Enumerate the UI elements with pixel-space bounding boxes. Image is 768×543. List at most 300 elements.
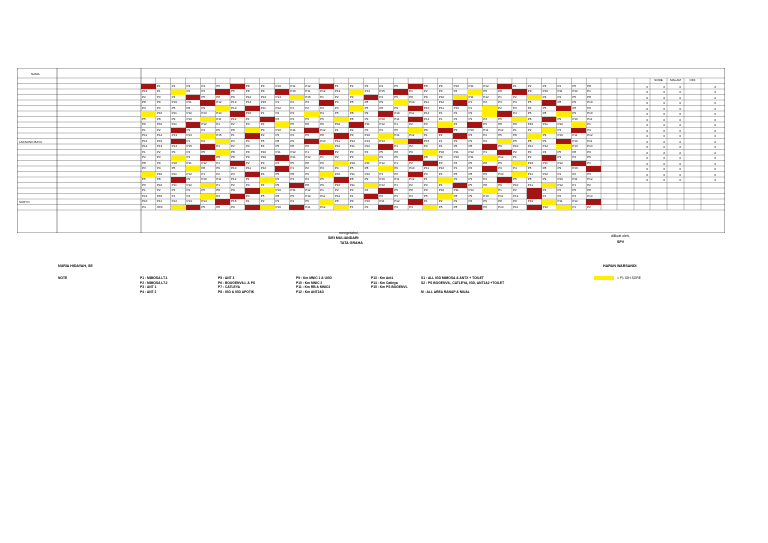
- schedule-cell: P11: [290, 155, 296, 159]
- schedule-cell: P8: [512, 133, 517, 137]
- schedule-cell: P10: [171, 160, 178, 165]
- schedule-cell: P10: [379, 116, 385, 121]
- schedule-cell: P4: [245, 193, 250, 198]
- schedule-cell: P1: [498, 188, 502, 192]
- name-header: NAMA: [31, 72, 40, 76]
- schedule-cell: P10: [379, 177, 385, 181]
- schedule-cell: P9: [364, 177, 369, 181]
- schedule-cell: P11: [468, 83, 474, 88]
- schedule-cell: P11: [423, 166, 430, 170]
- schedule-cell: P8: [572, 105, 576, 110]
- schedule-cell: P2: [349, 83, 354, 88]
- schedule-cell: P4: [557, 83, 562, 88]
- summary-value: 0: [679, 123, 681, 127]
- schedule-cell: P2: [216, 171, 220, 176]
- schedule-cell: P9: [557, 166, 562, 170]
- schedule-cell: P1: [142, 188, 146, 192]
- schedule-cell: P10: [527, 199, 534, 203]
- schedule-cell: P9: [527, 89, 532, 93]
- schedule-cell: P12: [423, 116, 430, 121]
- schedule-cell: P12: [201, 122, 207, 126]
- schedule-cell: P1: [260, 111, 265, 115]
- summary-value: 0: [646, 134, 648, 138]
- schedule-cell: P12: [512, 193, 519, 198]
- summary-value: 0: [663, 84, 665, 89]
- schedule-cell: P13: [231, 100, 237, 104]
- summary-value: 0: [663, 101, 665, 105]
- schedule-cell: P3: [542, 188, 547, 192]
- schedule-cell: P12: [364, 144, 370, 148]
- schedule-cell: P1: [453, 166, 458, 170]
- schedule-cell: P5: [572, 83, 576, 88]
- schedule-cell: P1: [557, 171, 562, 176]
- summary-value: 0: [679, 178, 681, 182]
- summary-value: 0: [714, 172, 716, 177]
- schedule-cell: P3: [245, 144, 250, 148]
- note-item: P11 : Km RB & MNIC3: [296, 285, 331, 290]
- schedule-cell: P10: [260, 149, 267, 154]
- schedule-cell: P9: [349, 199, 354, 203]
- schedule-cell: P13: [156, 144, 163, 148]
- summary-value: 0: [663, 106, 665, 111]
- schedule-cell: P10: [142, 199, 148, 203]
- schedule-cell: P5: [527, 111, 532, 115]
- schedule-cell: P9: [320, 122, 324, 126]
- schedule-cell: P10: [275, 83, 281, 88]
- schedule-cell: P10: [231, 105, 237, 110]
- schedule-cell: P8: [394, 149, 398, 154]
- schedule-cell: P1: [423, 133, 428, 137]
- schedule-cell: P1: [320, 188, 324, 192]
- schedule-cell: P2: [260, 199, 265, 203]
- schedule-cell: P9: [231, 188, 235, 192]
- schedule-cell: P3: [290, 177, 295, 181]
- schedule-cell: P5: [512, 177, 517, 181]
- schedule-cell: P4: [305, 177, 309, 181]
- schedule-cell: P10: [320, 138, 326, 143]
- schedule-cell: P1: [231, 133, 235, 137]
- schedule-cell: P2: [305, 166, 309, 170]
- schedule-cell: P11: [260, 105, 266, 110]
- schedule-cell: P1: [379, 171, 384, 176]
- schedule-cell: P2: [409, 122, 413, 126]
- schedule-cell: P9: [394, 105, 398, 110]
- summary-value: 0: [646, 167, 648, 171]
- schedule-cell: P4: [201, 83, 206, 88]
- schedule-cell: P5: [171, 105, 176, 110]
- schedule-cell: P10: [557, 177, 563, 181]
- schedule-cell: P10: [156, 122, 163, 126]
- schedule-cell: P1: [290, 166, 295, 170]
- schedule-cell: P14: [379, 138, 385, 143]
- schedule-cell: P1: [468, 105, 473, 110]
- schedule-cell: P10: [542, 89, 548, 93]
- schedule-cell: P4: [142, 204, 146, 209]
- schedule-cell: P2: [290, 100, 295, 104]
- schedule-cell: P8: [305, 182, 309, 187]
- schedule-cell: P15: [245, 111, 252, 115]
- schedule-cell: P1: [245, 177, 250, 181]
- schedule-cell: P11: [171, 171, 177, 176]
- summary-value: 0: [679, 161, 681, 166]
- summary-value: 0: [679, 167, 681, 171]
- summary-value: 0: [646, 90, 648, 94]
- schedule-cell: P5: [349, 100, 354, 104]
- schedule-cell: [527, 205, 542, 211]
- summary-value: 0: [646, 128, 648, 133]
- schedule-cell: P5: [275, 182, 280, 187]
- schedule-cell: P3: [305, 100, 309, 104]
- schedule-cell: P10: [512, 144, 519, 148]
- schedule-cell: P1: [572, 182, 576, 187]
- schedule-cell: P12: [320, 127, 326, 132]
- schedule-cell: P2: [334, 94, 339, 99]
- schedule-cell: P8: [379, 105, 384, 110]
- schedule-cell: P2: [453, 177, 458, 181]
- schedule-cell: P3: [453, 199, 458, 203]
- schedule-cell: P12: [305, 155, 311, 159]
- schedule-cell: P1: [156, 83, 161, 88]
- schedule-cell: P4: [290, 133, 295, 137]
- schedule-cell: P2: [498, 105, 502, 110]
- schedule-cell: P3: [364, 127, 369, 132]
- schedule-cell: P9: [156, 160, 161, 165]
- schedule-cell: P12: [364, 171, 370, 176]
- schedule-cell: P11: [290, 83, 296, 88]
- schedule-cell: P11: [527, 182, 533, 187]
- note-item: P14 : Km Catleya: [371, 280, 398, 285]
- summary-value: 0: [679, 101, 681, 105]
- summary-value: 0: [714, 156, 716, 160]
- summary-value: 0: [714, 90, 716, 94]
- schedule-cell: P11: [527, 171, 533, 176]
- schedule-cell: P4: [483, 116, 487, 121]
- schedule-cell: P1: [201, 171, 206, 176]
- summary-value: 0: [663, 172, 665, 177]
- schedule-cell: P3: [201, 89, 206, 93]
- schedule-cell: P10: [334, 182, 341, 187]
- schedule-cell: P4: [557, 188, 562, 192]
- schedule-cell: P4: [334, 100, 339, 104]
- schedule-cell: P9: [142, 182, 146, 187]
- note-item: M : ALL AREA RANAP & NIUAL: [421, 289, 470, 294]
- schedule-cell: P12: [468, 188, 474, 192]
- schedule-cell: P12: [379, 122, 385, 126]
- summary-value: 0: [679, 117, 681, 122]
- schedule-cell: P8: [349, 111, 354, 115]
- schedule-cell: P2: [409, 182, 413, 187]
- schedule-cell: P5: [468, 182, 473, 187]
- schedule-cell: P1: [305, 149, 309, 154]
- summary-value: 0: [679, 128, 681, 133]
- schedule-cell: P9: [142, 122, 146, 126]
- legend-text: = P1 IGH SORE: [617, 276, 641, 280]
- summary-value: 0: [663, 178, 665, 182]
- schedule-cell: P8: [305, 160, 309, 165]
- schedule-cell: P4: [186, 188, 191, 192]
- schedule-cell: P9: [423, 94, 428, 99]
- schedule-cell: P2: [231, 122, 235, 126]
- schedule-cell: P11: [438, 105, 444, 110]
- schedule-cell: P1: [216, 182, 220, 187]
- schedule-cell: P8: [423, 155, 428, 159]
- note-item: P7 : CATLEYA: [218, 285, 240, 290]
- schedule-cell: P8: [216, 204, 220, 209]
- summary-value: 0: [646, 106, 648, 111]
- schedule-cell: P2: [453, 111, 458, 115]
- schedule-cell: P1: [394, 160, 398, 165]
- schedule-cell: P5: [364, 105, 369, 110]
- schedule-cell: P5: [142, 177, 146, 181]
- schedule-cell: P11: [349, 144, 355, 148]
- schedule-cell: P5: [394, 94, 398, 99]
- schedule-cell: P5: [260, 193, 265, 198]
- schedule-cell: P5: [498, 133, 502, 137]
- schedule-cell: P14: [201, 199, 207, 203]
- schedule-cell: P1: [438, 116, 443, 121]
- schedule-cell: P8: [245, 89, 250, 93]
- schedule-cell: P2: [527, 155, 532, 159]
- schedule-cell: P9: [290, 138, 295, 143]
- schedule-cell: [334, 205, 349, 211]
- schedule-cell: P8: [572, 149, 576, 154]
- schedule-cell: P12: [260, 166, 267, 170]
- schedule-cell: P12: [498, 127, 504, 132]
- schedule-cell: P10: [409, 166, 415, 170]
- schedule-cell: P10: [572, 116, 578, 121]
- schedule-cell: P4: [186, 149, 191, 154]
- schedule-cell: P5: [349, 166, 354, 170]
- schedule-cell: P14: [364, 89, 370, 93]
- schedule-cell: P8: [587, 83, 591, 88]
- schedule-cell: P12: [423, 111, 430, 115]
- schedule-cell: P1: [216, 160, 220, 165]
- summary-value: 0: [663, 117, 665, 122]
- schedule-cell: P12: [542, 204, 548, 209]
- schedule-cell: P4: [483, 138, 487, 143]
- schedule-cell: P11: [498, 193, 504, 198]
- schedule-cell: P11: [394, 133, 400, 137]
- summary-header-off: OFF: [689, 78, 696, 82]
- schedule-cell: P8: [587, 188, 591, 192]
- schedule-cell: P9: [216, 166, 220, 170]
- summary-value: 0: [646, 150, 648, 155]
- schedule-cell: P1: [290, 105, 295, 110]
- schedule-cell: P3: [542, 83, 547, 88]
- schedule-cell: P4: [260, 122, 265, 126]
- schedule-cell: P8: [275, 193, 280, 198]
- schedule-cell: P9: [320, 182, 324, 187]
- schedule-cell: P12: [305, 188, 311, 192]
- summary-value: 0: [714, 84, 716, 89]
- schedule-cell: P11: [364, 122, 370, 126]
- schedule-cell: P12: [542, 171, 548, 176]
- schedule-cell: P5: [394, 127, 398, 132]
- schedule-cell: P12: [587, 133, 593, 137]
- schedule-cell: P2: [379, 193, 384, 198]
- schedule-cell: P4: [171, 94, 176, 99]
- summary-value: 0: [714, 117, 716, 122]
- schedule-cell: P12: [572, 89, 578, 93]
- schedule-cell: P3: [423, 182, 428, 187]
- schedule-cell: P3: [498, 166, 502, 170]
- schedule-cell: P3: [557, 155, 562, 159]
- schedule-cell: P3: [231, 138, 235, 143]
- schedule-cell: P15: [156, 138, 163, 143]
- schedule-cell: P5: [394, 83, 398, 88]
- schedule-cell: P9: [364, 116, 369, 121]
- summary-value: 0: [646, 123, 648, 127]
- summary-value: 0: [714, 128, 716, 133]
- schedule-cell: P3: [156, 94, 161, 99]
- schedule-cell: P12: [156, 133, 163, 137]
- schedule-cell: P8: [542, 166, 547, 170]
- schedule-cell: P12: [438, 166, 445, 170]
- summary-value: 0: [646, 156, 648, 160]
- schedule-cell: P11: [320, 193, 326, 198]
- schedule-cell: P2: [527, 83, 532, 88]
- schedule-cell: P12: [557, 182, 563, 187]
- summary-value: 0: [679, 112, 681, 116]
- schedule-cell: P11: [305, 204, 311, 209]
- schedule-cell: P3: [527, 149, 532, 154]
- schedule-cell: P9: [557, 116, 562, 121]
- summary-value: 0: [714, 139, 716, 144]
- schedule-cell: P1: [142, 127, 146, 132]
- schedule-cell: P4: [305, 116, 309, 121]
- schedule-cell: P3: [423, 171, 428, 176]
- summary-value: 0: [646, 161, 648, 166]
- summary-value: 0: [663, 139, 665, 144]
- schedule-cell: P2: [527, 127, 532, 132]
- schedule-cell: P8: [453, 193, 458, 198]
- schedule-cell: P2: [423, 89, 428, 93]
- schedule-cell: P3: [423, 144, 428, 148]
- schedule-cell: P1: [587, 160, 591, 165]
- schedule-cell: P8: [290, 171, 295, 176]
- schedule-cell: P2: [231, 182, 235, 187]
- schedule-cell: P15: [216, 133, 222, 137]
- schedule-cell: P1: [245, 199, 250, 203]
- schedule-cell: P4: [260, 182, 265, 187]
- schedule-cell: P5: [216, 155, 220, 159]
- schedule-cell: P2: [394, 171, 398, 176]
- schedule-cell: P9: [260, 127, 265, 132]
- schedule-cell: P8: [142, 160, 146, 165]
- signature-center-sub2: TATA GRAHA: [340, 241, 363, 245]
- signature-right-sub1: diBuat oleh,: [611, 234, 630, 238]
- note-item: P10 : Km MNIC 2: [296, 280, 323, 285]
- summary-value: 0: [679, 150, 681, 155]
- signature-center-title: SIEI MULIANDARI: [328, 236, 359, 240]
- schedule-cell: P4: [334, 105, 339, 110]
- schedule-cell: P5: [379, 149, 384, 154]
- schedule-cell: P14: [245, 100, 252, 104]
- schedule-cell: P15: [305, 94, 311, 99]
- schedule-cell: P12: [483, 83, 489, 88]
- schedule-cell: P3: [171, 149, 176, 154]
- schedule-cell: P1: [394, 122, 398, 126]
- schedule-cell: P12: [142, 144, 148, 148]
- schedule-cell: P5: [453, 144, 458, 148]
- signature-right-name: HARUN WARSANDI: [603, 264, 637, 268]
- schedule-cell: P9: [512, 122, 517, 126]
- schedule-cell: P10: [512, 182, 519, 187]
- schedule-cell: P5: [320, 177, 324, 181]
- schedule-cell: P10: [364, 199, 370, 203]
- summary-value: 0: [646, 178, 648, 182]
- schedule-cell: P11: [453, 188, 459, 192]
- schedule-cell: P10: [156, 171, 163, 176]
- schedule-cell: P12: [171, 199, 178, 203]
- schedule-cell: P1: [438, 138, 443, 143]
- schedule-cell: P12: [542, 144, 548, 148]
- schedule-cell: P9: [572, 100, 576, 104]
- schedule-cell: P3: [349, 149, 354, 154]
- schedule-cell: P3: [587, 171, 591, 176]
- schedule-cell: P10: [275, 204, 281, 209]
- schedule-cell: P8: [231, 155, 235, 159]
- schedule-cell: P10: [394, 111, 400, 115]
- summary-value: 0: [663, 156, 665, 160]
- schedule-cell: P9: [498, 182, 502, 187]
- schedule-cell: P10: [156, 111, 163, 115]
- schedule-cell: P5: [290, 160, 295, 165]
- schedule-sheet: [17, 68, 725, 233]
- schedule-cell: P8: [320, 133, 324, 137]
- note-item: P13 : Km Ant1: [371, 276, 394, 280]
- schedule-cell: P8: [542, 111, 547, 115]
- schedule-cell: P11: [423, 100, 430, 104]
- schedule-cell: P5: [334, 111, 339, 115]
- summary-value: 0: [714, 101, 716, 105]
- summary-value: 0: [679, 106, 681, 111]
- schedule-cell: P11: [468, 155, 474, 159]
- schedule-cell: P10: [334, 144, 341, 148]
- schedule-cell: P10: [260, 155, 267, 159]
- schedule-cell: P3: [468, 133, 473, 137]
- schedule-cell: P1: [394, 182, 398, 187]
- schedule-cell: P8: [364, 166, 369, 170]
- schedule-cell: P11: [245, 166, 251, 170]
- summary-value: 0: [663, 161, 665, 166]
- schedule-cell: P2: [245, 160, 250, 165]
- schedule-cell: P8: [498, 89, 502, 93]
- legend-swatch: [594, 276, 614, 280]
- schedule-cell: P2: [438, 133, 443, 137]
- signature-right-sub2: SPV: [617, 240, 625, 244]
- schedule-cell: P3: [156, 155, 161, 159]
- schedule-cell: P4: [379, 83, 384, 88]
- summary-value: 0: [646, 139, 648, 144]
- note-item: P5 : ANT 3: [218, 276, 235, 280]
- schedule-cell: P12: [186, 111, 192, 115]
- schedule-cell: P4: [379, 155, 384, 159]
- schedule-cell: P12: [409, 177, 415, 181]
- schedule-cell: P12: [320, 204, 326, 209]
- summary-value: 0: [646, 117, 648, 122]
- schedule-cell: P10: [438, 188, 445, 192]
- schedule-cell: P4: [409, 204, 413, 209]
- schedule-cell: P5: [305, 199, 309, 203]
- schedule-cell: P2: [557, 193, 562, 198]
- schedule-cell: P4: [483, 177, 487, 181]
- schedule-cell: P9: [587, 105, 591, 110]
- schedule-cell: P5: [216, 83, 220, 88]
- summary-value: 0: [679, 134, 681, 138]
- note-item: S2 : PS BOGENVIL, CATLEYA, IGD, ANT1&2 +TOILET: [421, 280, 505, 285]
- schedule-cell: P3: [349, 188, 354, 192]
